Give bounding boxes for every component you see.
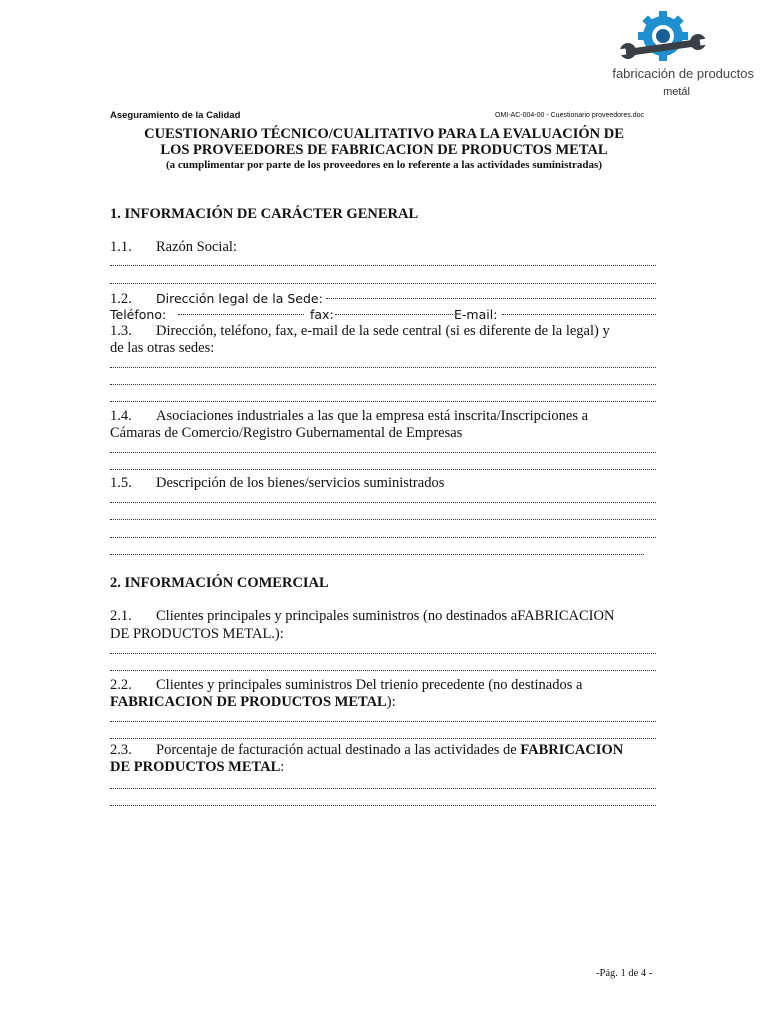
question-text: Porcentaje de facturación actual destinado a las actividades de [156, 742, 521, 758]
question-text: Asociaciones industriales a las que la empresa está inscrita/Inscripciones a [156, 408, 589, 424]
question-1-4-cont: Cámaras de Comercio/Registro Gubernamental de Empresas [110, 425, 463, 441]
answer-line[interactable] [110, 509, 656, 523]
question-2-1-cont: DE PRODUCTOS METAL.): [110, 626, 284, 642]
question-1-3-cont: de las otras sedes: [110, 340, 215, 356]
answer-line[interactable] [110, 728, 656, 742]
answer-line[interactable] [110, 643, 656, 657]
brand-line-2: metál [663, 86, 690, 98]
question-text: Clientes principales y principales suministros (no destinados aFABRICACION [156, 608, 615, 624]
section-1-heading: 1. INFORMACIÓN DE CARÁCTER GENERAL [110, 206, 419, 222]
question-1-2: 1.2. Dirección legal de la Sede: [110, 291, 323, 307]
question-1-3 [110, 323, 658, 340]
gear-icon [638, 11, 688, 61]
contact-line: Teléfono: [110, 307, 167, 322]
question-1-4 [110, 408, 658, 425]
question-1-5 [110, 475, 658, 492]
answer-line[interactable] [110, 391, 656, 405]
answer-line[interactable] [110, 778, 656, 792]
gear-wrench-logo-icon [618, 10, 708, 70]
question-number: 2.1. [110, 608, 132, 624]
answer-line[interactable] [110, 255, 656, 269]
question-2-1 [110, 608, 658, 625]
company-name-bold: FABRICACION DE PRODUCTOS METAL [110, 694, 387, 710]
question-text: Descripción de los bienes/servicios suministrados [156, 475, 445, 491]
answer-line[interactable] [110, 492, 656, 506]
answer-line-telefono[interactable] [178, 304, 304, 318]
question-number: 2.3. [110, 742, 132, 758]
question-number: 1.2. [110, 291, 132, 307]
question-number: 1.1. [110, 239, 132, 255]
question-2-3 [110, 742, 658, 759]
answer-line[interactable] [110, 442, 656, 456]
question-1-1 [110, 239, 658, 256]
title-line-2: LOS PROVEEDORES DE FABRICACION DE PRODUCTOS METAL [160, 142, 608, 158]
answer-line[interactable] [110, 544, 644, 558]
question-number: 1.5. [110, 475, 132, 491]
question-number: 1.4. [110, 408, 132, 424]
section-2-heading: 2. INFORMACIÓN COMERCIAL [110, 575, 329, 591]
question-tail: : [280, 759, 285, 775]
question-number: 1.3. [110, 323, 132, 339]
page-number: -Pág. 1 de 4 - [596, 968, 653, 979]
answer-line[interactable] [110, 374, 656, 388]
telefono-label: Teléfono [110, 307, 162, 322]
answer-line[interactable] [110, 795, 656, 809]
fax-label: fax [310, 307, 330, 322]
email-label-wrap: E-mail: [454, 307, 498, 322]
question-text: Dirección, teléfono, fax, e-mail de la sede central (si es diferente de la legal) y [156, 323, 610, 339]
answer-line[interactable] [110, 660, 656, 674]
company-name-bold: FABRICACION [520, 742, 624, 758]
question-tail: ): [386, 694, 396, 710]
answer-line[interactable] [110, 459, 656, 473]
answer-line[interactable] [110, 711, 656, 725]
question-text: Clientes y principales suministros Del trienio precedente (no destinados a [156, 677, 583, 693]
question-text: Razón Social: [156, 239, 237, 255]
email-label: E-mail [454, 307, 494, 322]
answer-line-address[interactable] [326, 288, 656, 302]
question-number: 2.2. [110, 677, 132, 693]
title-subtitle: (a cumplimentar por parte de los proveedores en lo referente a las actividades suministradas) [166, 159, 602, 171]
header-department: Aseguramiento de la Calidad [110, 110, 241, 121]
question-label: Dirección legal de la Sede [156, 291, 319, 306]
question-2-2-cont [110, 694, 658, 711]
answer-line[interactable] [110, 273, 656, 287]
answer-line-email[interactable] [502, 304, 656, 318]
header-document-code: OMI-AC-004-00 - Cuestionario proveedores.doc [495, 112, 645, 119]
question-2-3-cont [110, 759, 658, 776]
fax-label-wrap: fax: [310, 307, 334, 322]
brand-line-1: fabricación de productos [612, 66, 754, 81]
title-line-1: CUESTIONARIO TÉCNICO/CUALITATIVO PARA LA EVALUACIÓN DE [144, 126, 624, 142]
answer-line[interactable] [110, 527, 656, 541]
company-name-bold: DE PRODUCTOS METAL [110, 759, 281, 775]
question-2-2 [110, 677, 658, 694]
answer-line[interactable] [110, 357, 656, 371]
answer-line-fax[interactable] [335, 304, 453, 318]
